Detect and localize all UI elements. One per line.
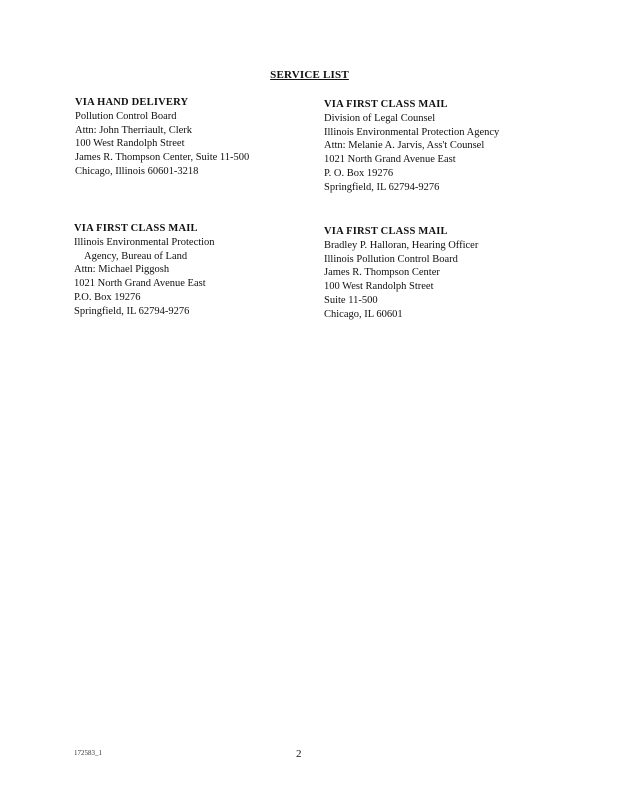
address-line: Illinois Environmental Protection Agency xyxy=(324,126,500,138)
address-line: Springfield, IL 62794-9276 xyxy=(74,305,190,317)
recipient-block-hand-delivery xyxy=(75,96,249,179)
recipient-block-hearing-officer xyxy=(324,225,478,322)
delivery-method-heading: VIA HAND DELIVERY xyxy=(75,97,189,108)
address-line: 100 West Randolph Street xyxy=(324,281,434,293)
address-line: P. O. Box 19276 xyxy=(324,167,394,179)
delivery-method-heading: VIA FIRST CLASS MAIL xyxy=(324,226,448,237)
recipient-block-bureau-of-land xyxy=(74,222,215,319)
address-line: 1021 North Grand Avenue East xyxy=(74,278,206,290)
address-line: Illinois Environmental Protection xyxy=(74,236,215,248)
address-line: Agency, Bureau of Land xyxy=(84,250,188,262)
address-line: Division of Legal Counsel xyxy=(324,112,436,124)
page-number: 2 xyxy=(296,748,302,760)
address-line: P.O. Box 19276 xyxy=(74,291,141,303)
address-line: Pollution Control Board xyxy=(75,110,177,122)
delivery-method-heading: VIA FIRST CLASS MAIL xyxy=(74,223,198,234)
address-line: James R. Thompson Center xyxy=(324,267,440,279)
address-line: Attn: John Therriault, Clerk xyxy=(75,124,193,136)
document-code: 172583_1 xyxy=(74,749,102,757)
address-line: Springfield, IL 62794-9276 xyxy=(324,181,440,193)
address-line: Suite 11-500 xyxy=(324,294,378,306)
address-line: Attn: Melanie A. Jarvis, Ass't Counsel xyxy=(324,140,485,152)
address-line: Chicago, Illinois 60601-3218 xyxy=(75,165,199,177)
address-line: Attn: Michael Piggosh xyxy=(74,264,170,276)
address-line: 1021 North Grand Avenue East xyxy=(324,154,456,166)
address-line: Chicago, IL 60601 xyxy=(324,308,403,320)
address-line: Bradley P. Halloran, Hearing Officer xyxy=(324,239,479,251)
recipient-block-legal-counsel xyxy=(324,98,499,195)
address-line: 100 West Randolph Street xyxy=(75,138,185,150)
address-line: James R. Thompson Center, Suite 11-500 xyxy=(75,152,250,164)
page-title: SERVICE LIST xyxy=(270,69,349,81)
delivery-method-heading: VIA FIRST CLASS MAIL xyxy=(324,99,448,110)
address-line: Illinois Pollution Control Board xyxy=(324,253,458,265)
